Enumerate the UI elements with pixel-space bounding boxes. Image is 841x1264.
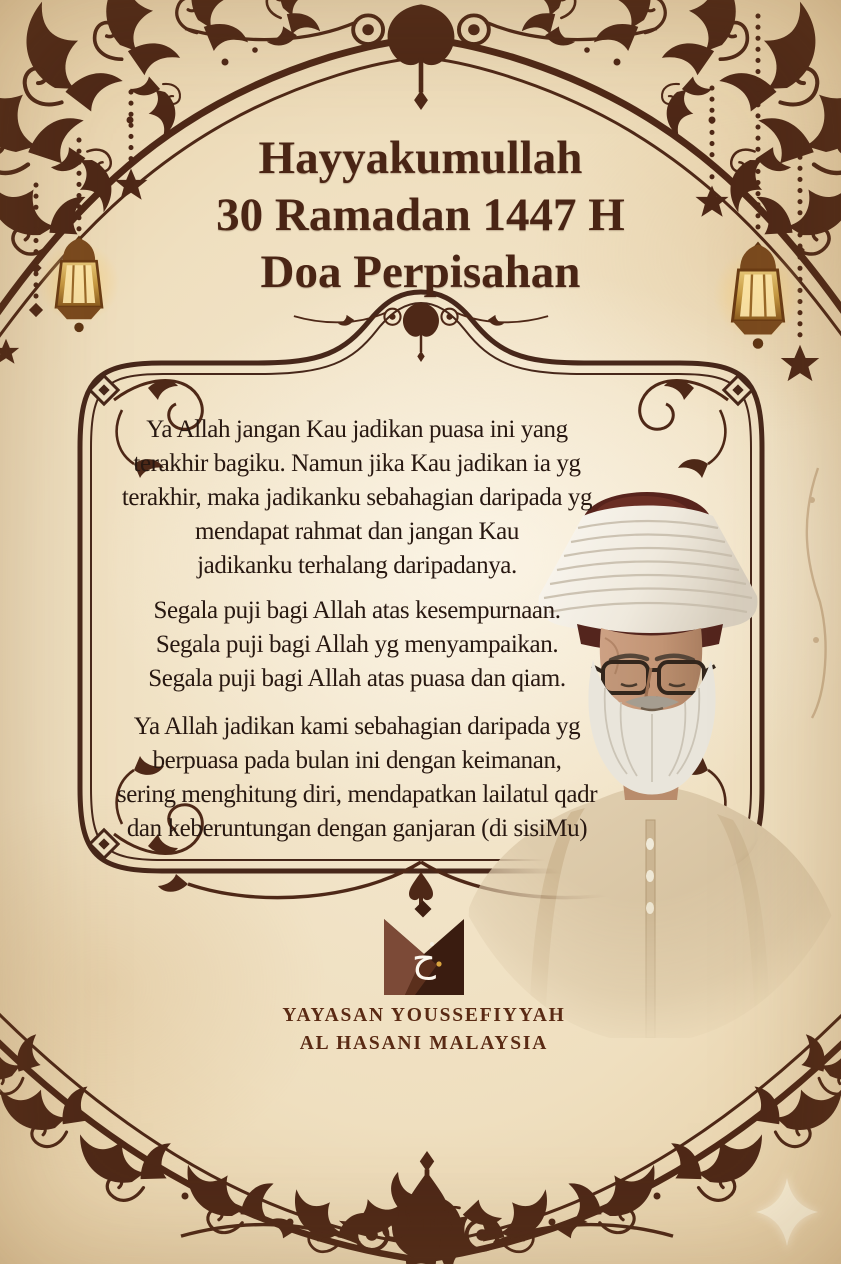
org-line-2: AL HASANI MALAYSIA (299, 1033, 549, 1054)
title-line-1: Hayyakumullah (258, 132, 583, 184)
prayer-line: Segala puji bagi Allah yg menyampaikan. (155, 631, 559, 658)
poster-title (0, 130, 841, 301)
prayer-line: Ya Allah jangan Kau jadikan puasa ini yang (146, 416, 568, 443)
title-line-2: 30 Ramadan 1447 H (216, 189, 625, 241)
prayer-line: Segala puji bagi Allah atas kesempurnaan. (153, 597, 561, 624)
top-center-damask-pendant (185, 4, 657, 110)
prayer-line: mendapat rahmat dan jangan Kau (195, 518, 519, 545)
title-line-3: Doa Perpisahan (260, 246, 581, 298)
prayer-line: berpuasa pada bulan ini dengan keimanan, (152, 747, 562, 774)
prayer-line: terakhir bagiku. Namun jika Kau jadikan ia yg (133, 450, 581, 477)
prayer-line: terakhir, maka jadikanku sebahagian daripada yg (121, 484, 593, 511)
foundation-logo-icon (384, 919, 464, 995)
prayer-line: sering menghitung diri, mendapatkan lailatul qadr (116, 781, 598, 808)
prayer-line: jadikanku terhalang daripadanya. (197, 552, 517, 579)
prayer-line: Segala puji bagi Allah atas puasa dan qiam. (148, 665, 566, 692)
logo-arabic-glyph: ح (412, 937, 436, 980)
sparkle-icon (752, 1172, 822, 1252)
prayer-paragraph-2 (92, 594, 622, 696)
organization-name (0, 1002, 841, 1058)
prayer-line: Ya Allah jadikan kami sebahagian daripada yg (133, 713, 581, 740)
prayer-line: dan keberuntungan dengan ganjaran (di sisiMu) (126, 815, 588, 842)
prayer-paragraph-3 (92, 710, 622, 846)
prayer-paragraph-1 (92, 413, 622, 583)
org-line-1: YAYASAN YOUSSEFIYYAH (282, 1005, 566, 1026)
